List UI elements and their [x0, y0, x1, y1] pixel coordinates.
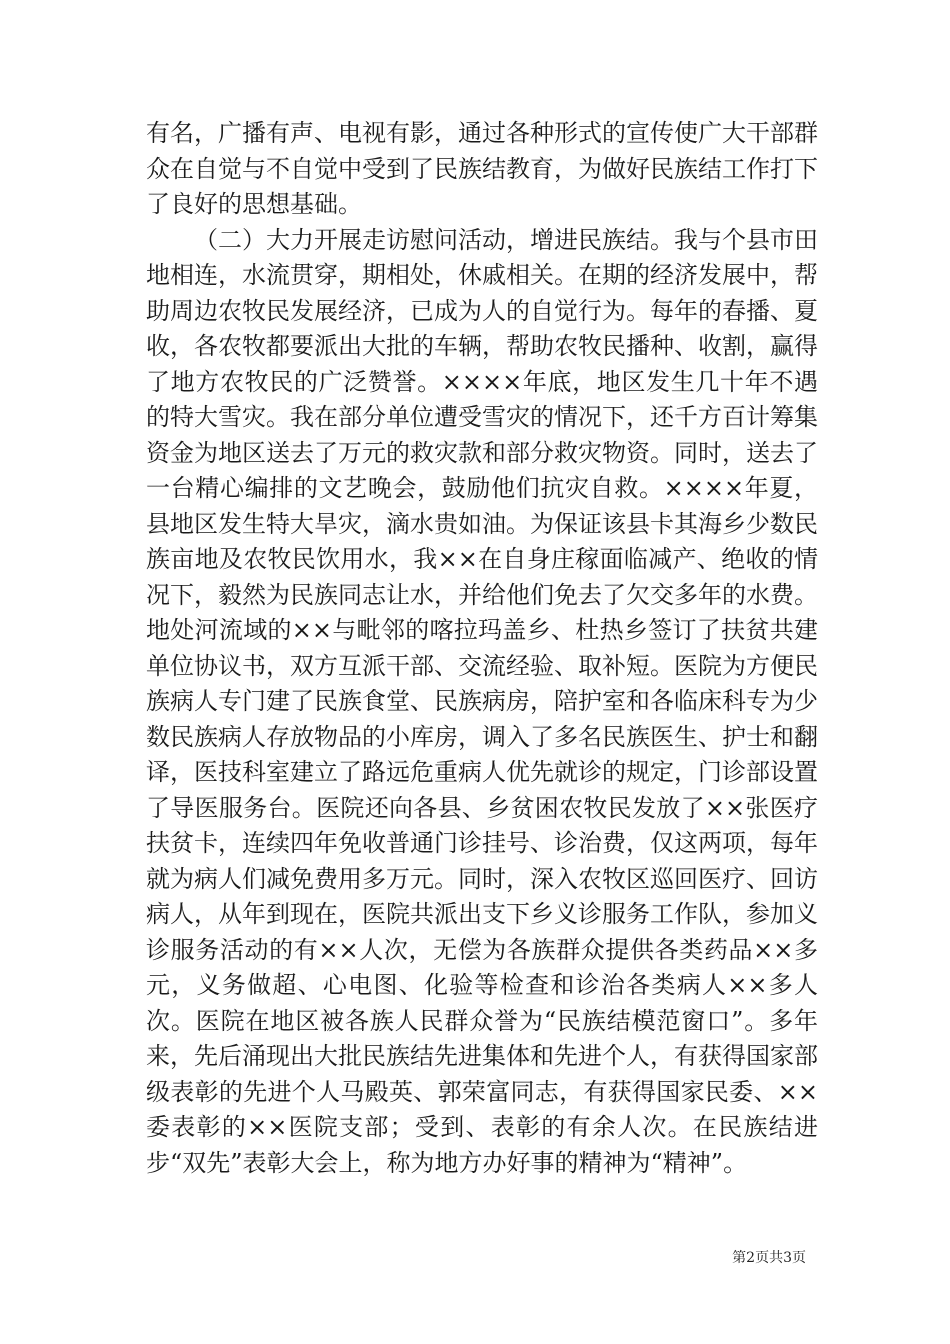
paragraph-section-2: （二）大力开展走访慰问活动，增进民族结。我与个县市田地相连，水流贯穿，期相处，休戚相关。在期的经济发展中，帮助周边农牧民发展经济，已成为人的自觉行为。每年的春播、夏收，各农牧都要派出大批的车辆，帮助农牧民播种、收割，赢得了地方农牧民的广泛赞誉。××××年底，地区发生几十年不遇的特大雪灾。我在部分单位遭受雪灾的情况下，还千方百计筹集资金为地区送去了万元的救灾款和部分救灾物资。同时，送去了一台精心编排的文艺晚会，鼓励他们抗灾自救。××××年夏，县地区发生特大旱灾，滴水贵如油。为保证该县卡其海乡少数民族亩地及农牧民饮用水，我××在自身庄稼面临减产、绝收的情况下，毅然为民族同志让水，并给他们免去了欠交多年的水费。地处河流域的××与毗邻的喀拉玛盖乡、杜热乡签订了扶贫共建单位协议书，双方互派干部、交流经验、取补短。医院为方便民族病人专门建了民族食堂、民族病房，陪护室和各临床科专为少数民族病人存放物品的小库房，调入了多名民族医生、护士和翻译，医技科室建立了路远危重病人优先就诊的规定，门诊部设置了导医服务台。医院还向各县、乡贫困农牧民发放了××张医疗扶贫卡，连续四年免收普通门诊挂号、诊治费，仅这两项，每年就为病人们减免费用多万元。同时，深入农牧区巡回医疗、回访病人，从年到现在，医院共派出支下乡义诊服务工作队，参加义诊服务活动的有××人次，无偿为各族群众提供各类药品××多元，义务做超、心电图、化验等检查和诊治各类病人××多人次。医院在地区被各族人民群众誉为“民族结模范窗口”。多年来，先后涌现出大批民族结先进集体和先进个人，有获得国家部级表彰的先进个人马殿英、郭荣富同志，有获得国家民委、××委表彰的××医院支部；受到、表彰的有余人次。在民族结进步“双先”表彰大会上，称为地方办好事的精神为“精神”。: [146, 225, 818, 1177]
page-number-footer: 第2页共3页: [732, 1250, 806, 1266]
paragraph-continued: 有名，广播有声、电视有影，通过各种形式的宣传使广大干部群众在自觉与不自觉中受到了民族结教育，为做好民族结工作打下了良好的思想基础。: [146, 119, 818, 218]
document-body: [146, 116, 818, 1181]
